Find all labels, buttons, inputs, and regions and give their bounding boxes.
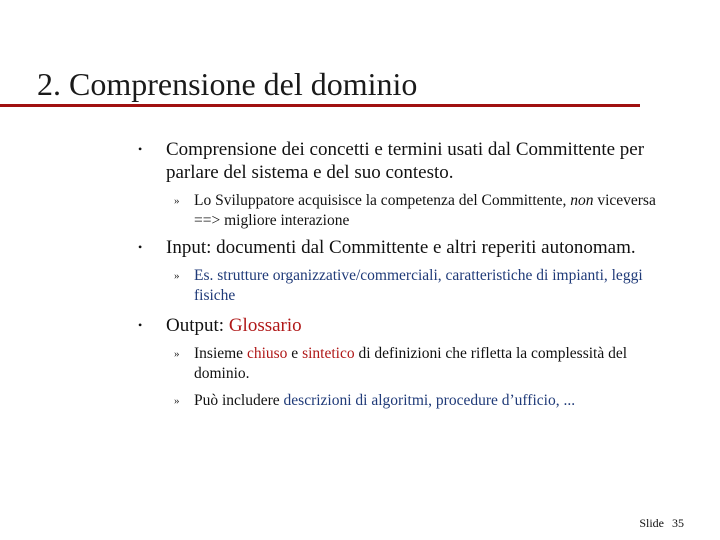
- sub-bullet-marker: »: [174, 395, 180, 407]
- sub-bullet-marker: »: [174, 270, 180, 282]
- slide-footer: [639, 516, 684, 531]
- sub-bullet-item: [174, 391, 684, 411]
- bullet-marker: •: [138, 318, 143, 332]
- slide-label: Slide: [639, 516, 664, 530]
- sub-bullet-text: Es. strutture organizzative/commerciali, caratteristiche di impianti, leggi fisiche: [194, 267, 643, 304]
- bullet-label: Output:: [166, 315, 229, 336]
- sub-bullet-text-tail: viceversa ==> migliore interazione: [194, 192, 656, 229]
- sub-bullet-item: [174, 191, 684, 231]
- highlight-sintetico: sintetico: [302, 345, 355, 362]
- sub-bullet-text: di definizioni che rifletta la complessità del dominio.: [194, 345, 628, 382]
- sub-bullet-marker: »: [174, 348, 180, 360]
- slide-number: 35: [672, 516, 684, 530]
- bullet-item: [138, 138, 686, 184]
- sub-bullet-marker: »: [174, 195, 180, 207]
- slide-title: 2. Comprensione del dominio: [37, 66, 418, 102]
- bullet-item: [138, 314, 686, 337]
- bullet-item: [138, 236, 686, 259]
- sub-bullet-text: Può includere: [194, 392, 284, 409]
- highlight-chiuso: chiuso: [246, 345, 288, 362]
- bullet-text: Comprensione dei concetti e termini usati dal Committente per parlare del sistema e del suo contesto.: [166, 139, 645, 183]
- bullet-text: Input: documenti dal Committente e altri reperiti autonomam.: [166, 237, 636, 258]
- sub-bullet-text: e: [287, 345, 303, 362]
- bullet-marker: •: [138, 142, 143, 156]
- sub-bullet-item: [174, 266, 684, 306]
- sub-bullet-italic-text: non: [570, 192, 594, 209]
- bullet-marker: •: [138, 240, 143, 254]
- glossary-highlight: Glossario: [228, 315, 302, 336]
- sub-bullet-text: Lo Sviluppatore acquisisce la competenza del Committente,: [194, 192, 571, 209]
- sub-bullet-text: Insieme: [194, 345, 247, 362]
- sub-bullet-item: [174, 344, 684, 384]
- highlight-descrizioni: descrizioni di algoritmi, procedure d’ufficio, ...: [283, 392, 576, 409]
